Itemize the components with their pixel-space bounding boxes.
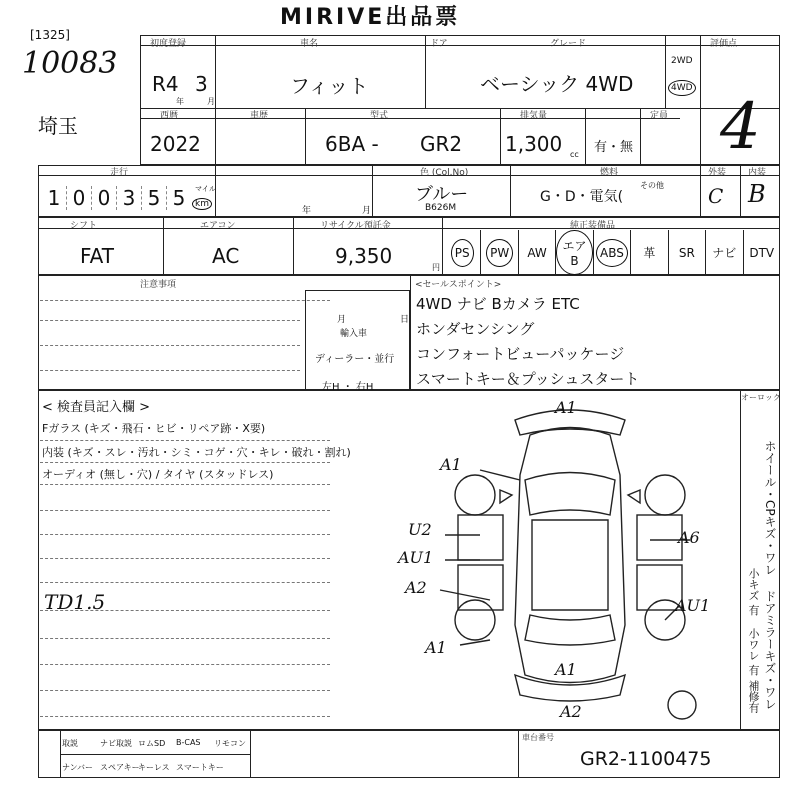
ac-option: 有・無 [594, 140, 634, 155]
accessory-label: スペアキー [100, 763, 140, 772]
label-grade: グレード [550, 39, 587, 49]
sales-point: コンフォートビューパッケージ [416, 345, 625, 363]
label-first-reg: 初度登録 [150, 39, 187, 49]
shift: FAT [80, 244, 115, 268]
label-shift: シフト [70, 221, 98, 231]
lot-number: 10083 [22, 46, 118, 81]
interior-grade: B [748, 180, 766, 208]
equipment-label: ナビ [712, 246, 737, 260]
damage-mark-front-left: A1 [440, 455, 462, 474]
damage-mark-rear-left: A1 [425, 638, 447, 657]
import-dealer: ディーラー・並行 [315, 354, 395, 365]
handwritten-note: TD1.5 [44, 590, 106, 614]
equipment-label: PS [451, 239, 474, 267]
wheel-front-right [645, 475, 685, 515]
car-rear-window [525, 615, 615, 645]
lot-code: [1325] [30, 28, 70, 42]
equipment-label: DTV [749, 245, 775, 260]
recycle: 9,350 [335, 244, 393, 268]
label-recycle: リサイクル預託金 [320, 221, 391, 231]
car-windshield [525, 473, 615, 516]
displacement: 1,300 [505, 132, 563, 156]
mileage-digit: 3 [117, 186, 142, 210]
damage-mark-left-2: AU1 [398, 548, 434, 567]
accessory-label: ナンバー [62, 763, 94, 772]
mileage-digit: 1 [42, 186, 67, 210]
right-front-door [637, 515, 682, 560]
equipment-item [481, 230, 518, 275]
equipment-item [631, 230, 668, 275]
label-fuel: 燃料 [600, 168, 619, 178]
car-roof [532, 520, 608, 610]
wheel-rear-left [455, 600, 495, 640]
drive-4wd-circle: 4WD [668, 80, 696, 96]
mileage-unit-mile: マイル [195, 185, 216, 193]
accessory-label: ナビ取説 [100, 739, 132, 748]
mirror-left [500, 490, 512, 503]
car-name: フィット [290, 74, 369, 98]
accessory-label: リモコン [214, 739, 246, 748]
equipment-label: 革 [643, 246, 656, 260]
side-text-small-scratch: 小キズ 有 [747, 568, 760, 616]
disp-unit: cc [570, 150, 579, 159]
drive-2wd: 2WD [671, 56, 693, 66]
accessory-label: 取説 [62, 739, 78, 748]
damage-mark-right-rear: AU1 [675, 596, 711, 615]
equipment-item [594, 230, 631, 275]
inspector-line-audio: オーディオ (無し・穴) / タイヤ (スタッドレス) [42, 468, 274, 481]
equipment-list [444, 230, 780, 275]
damage-mark-right: A6 [678, 528, 700, 547]
accessory-label: キーレス [138, 763, 170, 772]
label-auto-lock: オーロック [741, 393, 781, 402]
year-suffix: 年 [176, 97, 184, 106]
equipment-item [706, 230, 743, 275]
label-car-name: 車名 [300, 39, 319, 49]
equipment-label: PW [486, 239, 513, 267]
mileage-digit: 5 [172, 186, 186, 210]
lot-region: 埼玉 [38, 114, 78, 138]
damage-mark-rear: A1 [555, 660, 577, 679]
form-title: MIRIVE出品票 [280, 5, 461, 30]
mileage-digit: 0 [67, 186, 92, 210]
sales-point: 4WD ナビ Bカメラ ETC [416, 295, 580, 313]
label-model: 型式 [370, 111, 389, 121]
equipment-item [444, 230, 481, 275]
sales-point: スマートキー＆プッシュスタート [416, 370, 640, 388]
grade: ベーシック 4WD [480, 72, 634, 96]
label-exterior: 外装 [708, 168, 727, 178]
equipment-item [519, 230, 556, 275]
label-door: ドア [430, 39, 448, 49]
drive-4wd [668, 80, 696, 96]
aircon: AC [212, 244, 240, 268]
label-year-ad: 西暦 [160, 111, 179, 121]
label-chassis: 車台番号 [522, 733, 554, 742]
accessory-labels [62, 732, 250, 778]
import-day: 日 [400, 315, 410, 325]
equipment-item [669, 230, 706, 275]
mirror-right [628, 490, 640, 503]
side-text-small-crack: 小ワレ 有 [747, 628, 760, 676]
sales-point: ホンダセンシング [416, 320, 535, 338]
accessory-label: スマートキー [176, 763, 224, 772]
chassis-number: GR2-1100475 [580, 748, 712, 770]
fuel: G・D・電気( [540, 189, 624, 205]
mileage-digits [42, 186, 191, 210]
car-diagram [420, 395, 740, 725]
damage-mark-rear-bumper: A2 [560, 702, 582, 721]
fuel-other: その他 [640, 181, 664, 190]
label-aircon: エアコン [200, 221, 236, 231]
model-prefix: 6BA - [325, 132, 379, 156]
import-box [305, 290, 410, 390]
exterior-grade: C [708, 184, 724, 208]
inspector-line-interior: 内装 (キズ・スレ・汚れ・シミ・コゲ・穴・キレ・破れ・割れ) [42, 446, 351, 459]
import-label: 輸入車 [340, 329, 368, 339]
spare-tire [668, 691, 696, 719]
equipment-label: エアB [556, 230, 592, 275]
label-notes: 注意事項 [140, 280, 177, 290]
side-text-repair: 補修有 [747, 680, 760, 713]
month: 3 [195, 72, 208, 96]
sales-points-list [416, 292, 639, 392]
side-text-mirror: ドアミラーキズ・ワレ [763, 590, 777, 710]
equipment-item [556, 230, 593, 275]
side-text-wheel: ホイール・CPキズ・ワレ [763, 440, 777, 576]
equipment-label: SR [678, 245, 695, 260]
label-mileage: 走行 [110, 168, 129, 178]
color: ブルー [415, 184, 469, 205]
equipment-label: ABS [596, 239, 628, 267]
label-history: 車歴 [250, 111, 269, 121]
accessory-label: B-CAS [176, 738, 201, 747]
inspector-title: < 検査員記入欄 > [42, 400, 151, 415]
mileage-digit: 5 [142, 186, 167, 210]
accessory-label: ロムSD [138, 739, 166, 748]
month-mark: 月 [362, 206, 372, 216]
mileage-digit: 0 [92, 186, 117, 210]
damage-mark-front: A1 [555, 398, 577, 417]
score: 4 [720, 90, 761, 164]
color-no: B626M [425, 203, 457, 213]
label-seats: 定員 [650, 111, 669, 121]
wheel-front-left [455, 475, 495, 515]
month-suffix: 月 [207, 97, 215, 106]
left-front-door [458, 515, 503, 560]
recycle-unit: 円 [432, 263, 440, 272]
model-code: GR2 [420, 132, 463, 156]
label-equipment: 純正装備品 [570, 221, 616, 231]
year-ad: 2022 [150, 132, 201, 156]
year-mark: 年 [302, 206, 312, 216]
equipment-item [744, 230, 780, 275]
label-color: 色 (Col.No) [420, 168, 469, 178]
equipment-label: AW [527, 245, 547, 260]
damage-mark-left-3: A2 [405, 578, 427, 597]
label-sales-points: <セールスポイント> [415, 280, 502, 290]
import-steer: 左H ・ 右H [322, 382, 374, 393]
mileage-km-circle: km [192, 198, 212, 210]
inspector-line-glass: Fガラス (キズ・飛石・ヒビ・リペア跡・X要) [42, 422, 266, 435]
damage-mark-left-1: U2 [408, 520, 432, 539]
era: R4 [152, 72, 179, 96]
label-interior: 内装 [748, 168, 767, 178]
import-month: 月 [337, 315, 347, 325]
label-displacement: 排気量 [520, 111, 548, 121]
mileage-unit-km [192, 198, 212, 210]
label-evaluation: 評価点 [710, 39, 738, 49]
